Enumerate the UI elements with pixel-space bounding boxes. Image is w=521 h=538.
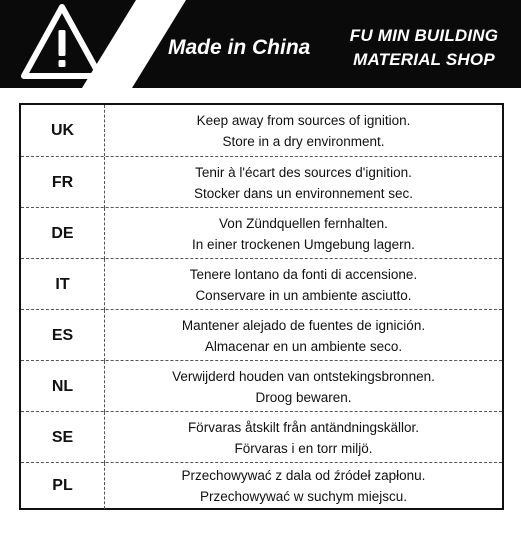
row-text (105, 463, 502, 509)
language-code: NL (21, 361, 105, 412)
instruction-line: Von Zündquellen fernhalten. (219, 215, 388, 231)
instruction-line: In einer trockenen Umgebung lagern. (192, 236, 415, 252)
instruction-line: Przechowywać w suchym miejscu. (199, 489, 408, 504)
row-text (105, 259, 502, 310)
warning-triangle-icon (0, 0, 100, 88)
table-row (21, 207, 502, 259)
instruction-line: Store in a dry environment. (222, 133, 385, 149)
instruction-line: Keep away from sources of ignition. (196, 112, 411, 128)
table-row (21, 258, 502, 310)
table-row (21, 360, 502, 412)
language-code: ES (21, 310, 105, 361)
warning-table (19, 103, 504, 510)
row-text (105, 208, 502, 259)
instruction-line: Mantener alejado de fuentes de ignición. (181, 317, 426, 333)
made-in-label: Made in China (168, 36, 311, 59)
instruction-line: Almacenar en un ambiente seco. (204, 338, 403, 354)
language-code: IT (21, 259, 105, 310)
instruction-line: Stocker dans un environnement sec. (193, 185, 414, 201)
instruction-line: Przechowywać z dala od źródeł zapłonu. (181, 468, 426, 483)
language-code: PL (21, 463, 105, 509)
language-code: SE (21, 412, 105, 463)
row-text (105, 361, 502, 412)
instruction-line: Tenere lontano da fonti di accensione. (189, 266, 418, 282)
row-text (105, 310, 502, 361)
table-row (21, 156, 502, 208)
shop-name (336, 24, 512, 72)
instruction-line: Droog bewaren. (255, 389, 352, 405)
table-row (21, 462, 502, 509)
row-text (105, 157, 502, 208)
language-code: UK (21, 105, 105, 156)
instruction-line: Förvaras i en torr miljö. (234, 440, 373, 456)
language-code: DE (21, 208, 105, 259)
shop-name-line2: MATERIAL SHOP (353, 50, 495, 69)
language-code: FR (21, 157, 105, 208)
instruction-line: Verwijderd houden van ontstekingsbronnen. (172, 368, 435, 384)
shop-name-line1: FU MIN BUILDING (349, 26, 499, 45)
row-text (105, 105, 502, 156)
instruction-line: Förvaras åtskilt från antändningskällor. (187, 419, 420, 435)
instruction-line: Tenir à l'écart des sources d'ignition. (195, 164, 412, 180)
table-row (21, 411, 502, 463)
row-text (105, 412, 502, 463)
instruction-line: Conservare in un ambiente asciutto. (195, 287, 412, 303)
table-row (21, 105, 502, 156)
table-row (21, 309, 502, 361)
header-banner (0, 0, 521, 88)
